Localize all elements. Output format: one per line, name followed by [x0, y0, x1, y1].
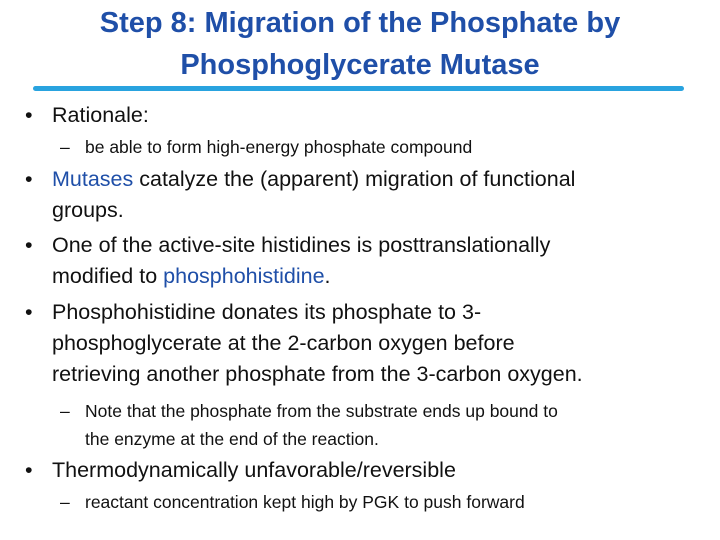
slide-title-line-2: Phosphoglycerate Mutase	[180, 49, 540, 81]
bullet-dot-icon: •	[25, 167, 33, 191]
bullet-dot-icon: •	[25, 103, 33, 127]
title-underline-rule	[33, 86, 684, 91]
sub-bullet-text-line-1: Note that the phosphate from the substrate ends up bound to	[85, 401, 558, 421]
dash-icon: –	[60, 492, 70, 512]
mutases-highlight: Mutases	[52, 167, 134, 191]
bullet-text-line-2: groups.	[52, 198, 124, 222]
slide-title	[0, 2, 720, 86]
phosphohistidine-highlight: phosphohistidine	[163, 264, 325, 288]
bullet-dot-icon: •	[25, 233, 33, 257]
bullet-text: Rationale:	[52, 103, 149, 127]
bullet-text-line-3: retrieving another phosphate from the 3-carbon oxygen.	[52, 362, 583, 386]
bullet-text: Thermodynamically unfavorable/reversible	[52, 458, 456, 482]
sub-bullet-text: reactant concentration kept high by PGK to push forward	[85, 492, 525, 512]
bullet-text-line-1	[52, 164, 575, 195]
bullet-text-line-1: Phosphohistidine donates its phosphate to 3-	[52, 300, 482, 324]
bullet-text-rest: catalyze the (apparent) migration of functional	[133, 167, 576, 191]
slide-title-line-1: Step 8: Migration of the Phosphate by	[99, 7, 621, 39]
dash-icon: –	[60, 137, 70, 157]
dash-icon: –	[60, 401, 70, 421]
bullet-text-line-2: phosphoglycerate at the 2-carbon oxygen before	[52, 331, 515, 355]
bullet-text-line-2	[52, 261, 331, 292]
sub-bullet-text: be able to form high-energy phosphate compound	[85, 137, 473, 157]
line-start: modified to	[52, 264, 164, 288]
bullet-dot-icon: •	[25, 300, 33, 324]
line-end: .	[324, 264, 331, 288]
sub-bullet-text-line-2: the enzyme at the end of the reaction.	[85, 429, 379, 449]
bullet-text-line-1: One of the active-site histidines is posttranslationally	[52, 233, 551, 257]
bullet-dot-icon: •	[25, 458, 33, 482]
